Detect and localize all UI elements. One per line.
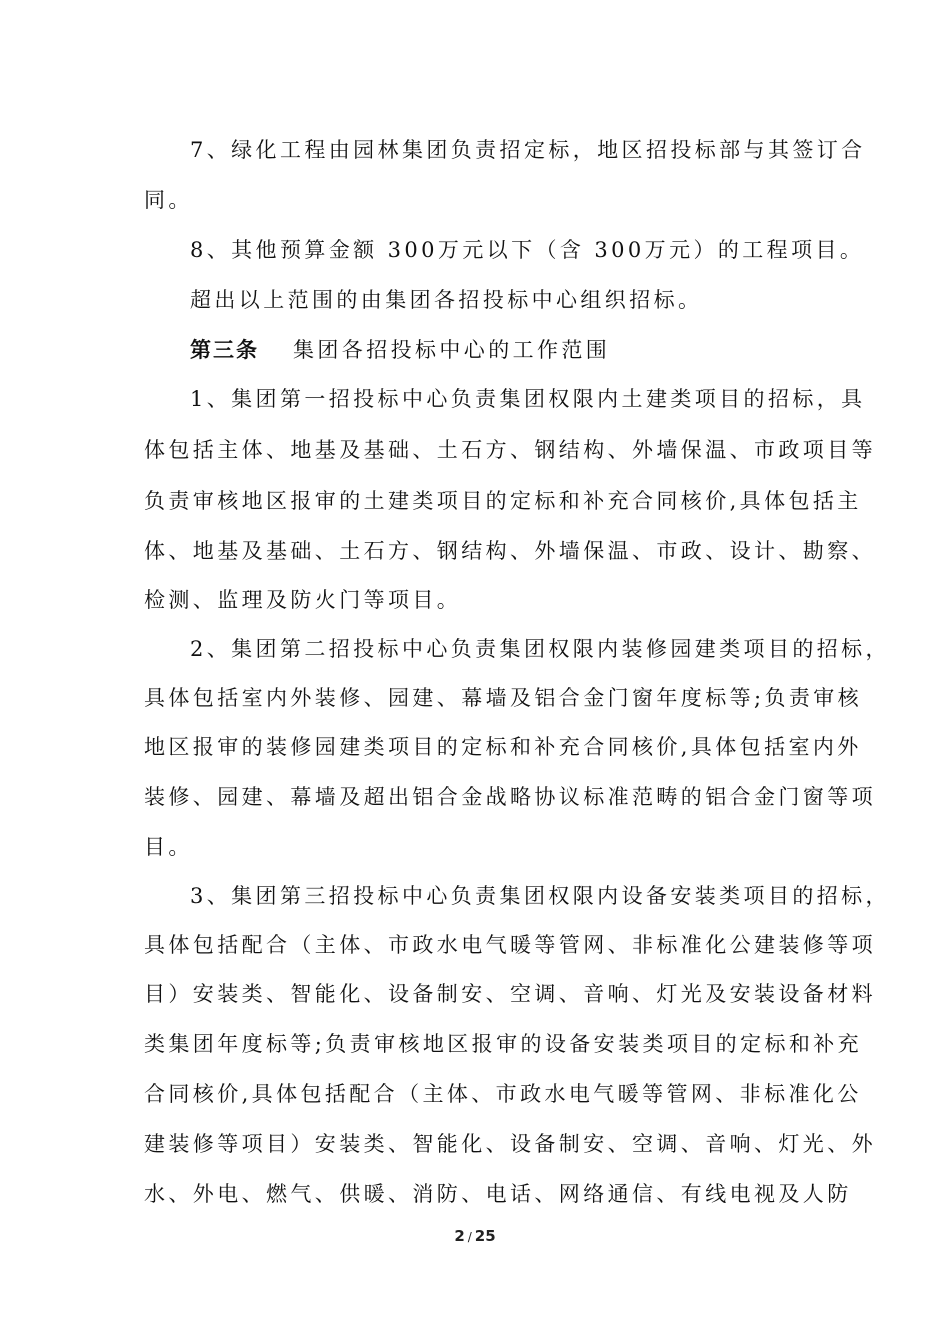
item-1-line-3: 负责审核地区报审的土建类项目的定标和补充合同核价,具体包括主 bbox=[144, 489, 862, 513]
item-2-line-1: 2、集团第二招投标中心负责集团权限内装修园建类项目的招标， bbox=[190, 637, 890, 661]
item-3-line-5: 合同核价,具体包括配合（主体、市政水电气暖等管网、非标准化公 bbox=[144, 1082, 862, 1106]
item-1-line-1: 1、集团第一招投标中心负责集团权限内土建类项目的招标，具 bbox=[190, 387, 866, 411]
page-number-footer bbox=[0, 1226, 950, 1247]
paragraph-7-line-2: 同。 bbox=[144, 188, 193, 212]
page-separator: / bbox=[467, 1230, 472, 1244]
article-3-heading bbox=[190, 336, 610, 364]
item-2-line-3: 地区报审的装修园建类项目的定标和补充合同核价,具体包括室内外 bbox=[144, 735, 862, 759]
item-1-line-4: 体、地基及基础、土石方、钢结构、外墙保温、市政、设计、勘察、 bbox=[144, 539, 876, 563]
paragraph-8-line-1: 8、其他预算金额 300万元以下（含 300万元）的工程项目。 bbox=[190, 238, 865, 262]
current-page-number: 2 bbox=[454, 1227, 465, 1245]
item-2-line-4: 装修、园建、幕墙及超出铝合金战略协议标准范畴的铝合金门窗等项 bbox=[144, 785, 876, 809]
item-1-line-5: 检测、监理及防火门等项目。 bbox=[144, 588, 462, 612]
paragraph-7-line-1: 7、绿化工程由园林集团负责招定标，地区招投标部与其签订合 bbox=[190, 138, 866, 162]
item-2-line-5: 目。 bbox=[144, 835, 193, 859]
item-3-line-2: 具体包括配合（主体、市政水电气暖等管网、非标准化公建装修等项 bbox=[144, 933, 876, 957]
total-page-count: 25 bbox=[474, 1227, 496, 1245]
item-2-line-2: 具体包括室内外装修、园建、幕墙及铝合金门窗年度标等;负责审核 bbox=[144, 686, 863, 710]
article-3-title: 集团各招投标中心的工作范围 bbox=[293, 338, 611, 362]
article-3-label: 第三条 bbox=[190, 338, 259, 362]
paragraph-beyond-line-1: 超出以上范围的由集团各招投标中心组织招标。 bbox=[190, 288, 703, 312]
item-3-line-4: 类集团年度标等;负责审核地区报审的设备安装类项目的定标和补充 bbox=[144, 1032, 863, 1056]
item-3-line-7: 水、外电、燃气、供暖、消防、电话、网络通信、有线电视及人防 bbox=[144, 1182, 852, 1206]
item-1-line-2: 体包括主体、地基及基础、土石方、钢结构、外墙保温、市政项目等 bbox=[144, 438, 876, 462]
item-3-line-1: 3、集团第三招投标中心负责集团权限内设备安装类项目的招标， bbox=[190, 884, 890, 908]
item-3-line-3: 目）安装类、智能化、设备制安、空调、音响、灯光及安装设备材料 bbox=[144, 982, 876, 1006]
item-3-line-6: 建装修等项目）安装类、智能化、设备制安、空调、音响、灯光、外 bbox=[144, 1132, 876, 1156]
